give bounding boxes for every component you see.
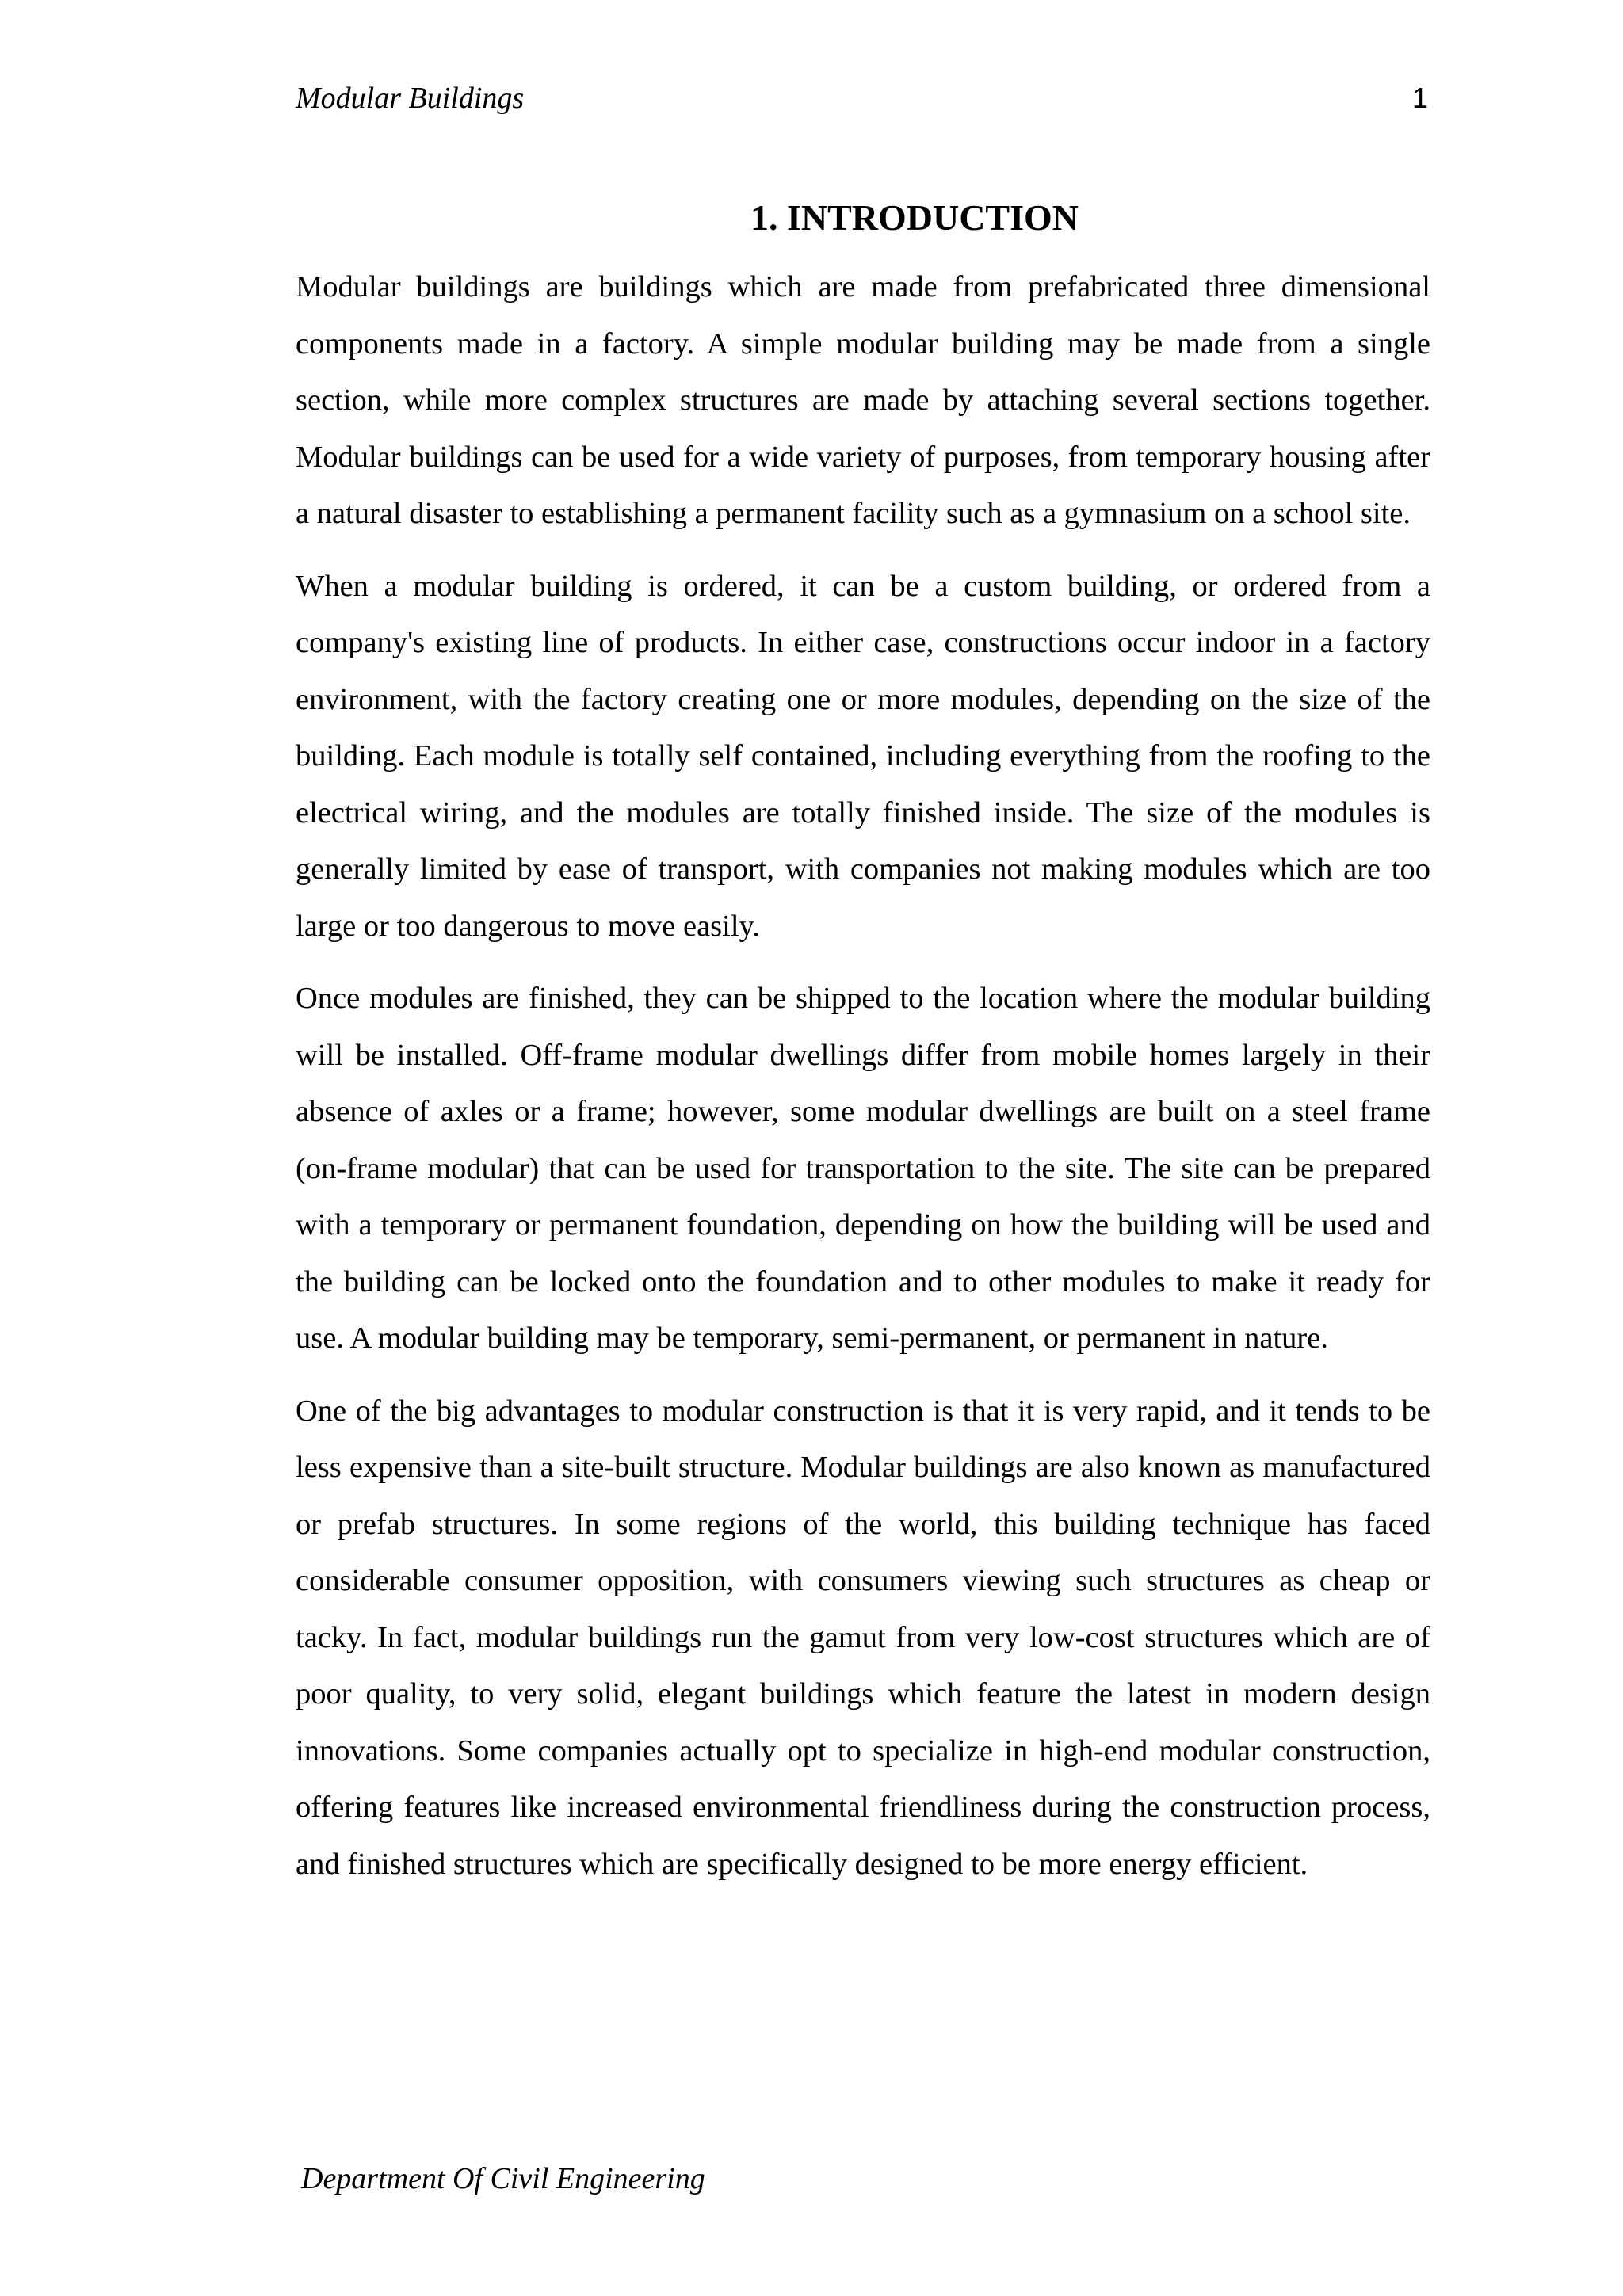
running-footer: Department Of Civil Engineering bbox=[301, 2162, 705, 2195]
running-header bbox=[296, 78, 1433, 119]
document-body bbox=[296, 196, 1430, 1909]
paragraph-4: One of the big advantages to modular construction is that it is very rapid, and it tends to be less expensive than a site-built structure. Modular buildings are also known as manufactured or prefab structures. In some regions of the world, this building technique has faced considerable consumer opposition, with consumers viewing such structures as cheap or tacky. In fact, modular buildings run the gamut from very low-cost structures which are of poor quality, to very solid, elegant buildings which feature the latest in modern design innovations. Some companies actually opt to specialize in high-end modular construction, offering features like increased environmental friendliness during the construction process, and finished structures which are specifically designed to be more energy efficient. bbox=[296, 1394, 1430, 1881]
paragraph-3: Once modules are finished, they can be shipped to the location where the modular building will be installed. Off-frame modular dwellings differ from mobile homes largely in their absence of axles or a frame; however, some modular dwellings are built on a steel frame (on-frame modular) that can be used for transportation to the site. The site can be prepared with a temporary or permanent foundation, depending on how the building will be used and the building can be locked onto the foundation and to other modules to make it ready for use. A modular building may be temporary, semi-permanent, or permanent in nature. bbox=[296, 982, 1430, 1355]
chapter-heading: 1. INTRODUCTION bbox=[750, 197, 1079, 238]
page-number: 1 bbox=[1411, 82, 1428, 114]
header-title: Modular Buildings bbox=[296, 82, 525, 115]
paragraph-1: Modular buildings are buildings which are made from prefabricated three dimensional components made in a factory. A simple modular building may be made from a single section, while more complex structures are made by attaching several sections together. Modular buildings can be used for a wide variety of purposes, from temporary housing after a natural disaster to establishing a permanent facility such as a gymnasium on a school site. bbox=[296, 270, 1430, 530]
paragraph-2: When a modular building is ordered, it can be a custom building, or ordered from a company's existing line of products. In either case, constructions occur indoor in a factory environment, with the factory creating one or more modules, depending on the size of the building. Each module is totally self contained, including everything from the roofing to the electrical wiring, and the modules are totally finished inside. The size of the modules is generally limited by ease of transport, with companies not making modules which are too large or too dangerous to move easily. bbox=[296, 569, 1430, 943]
